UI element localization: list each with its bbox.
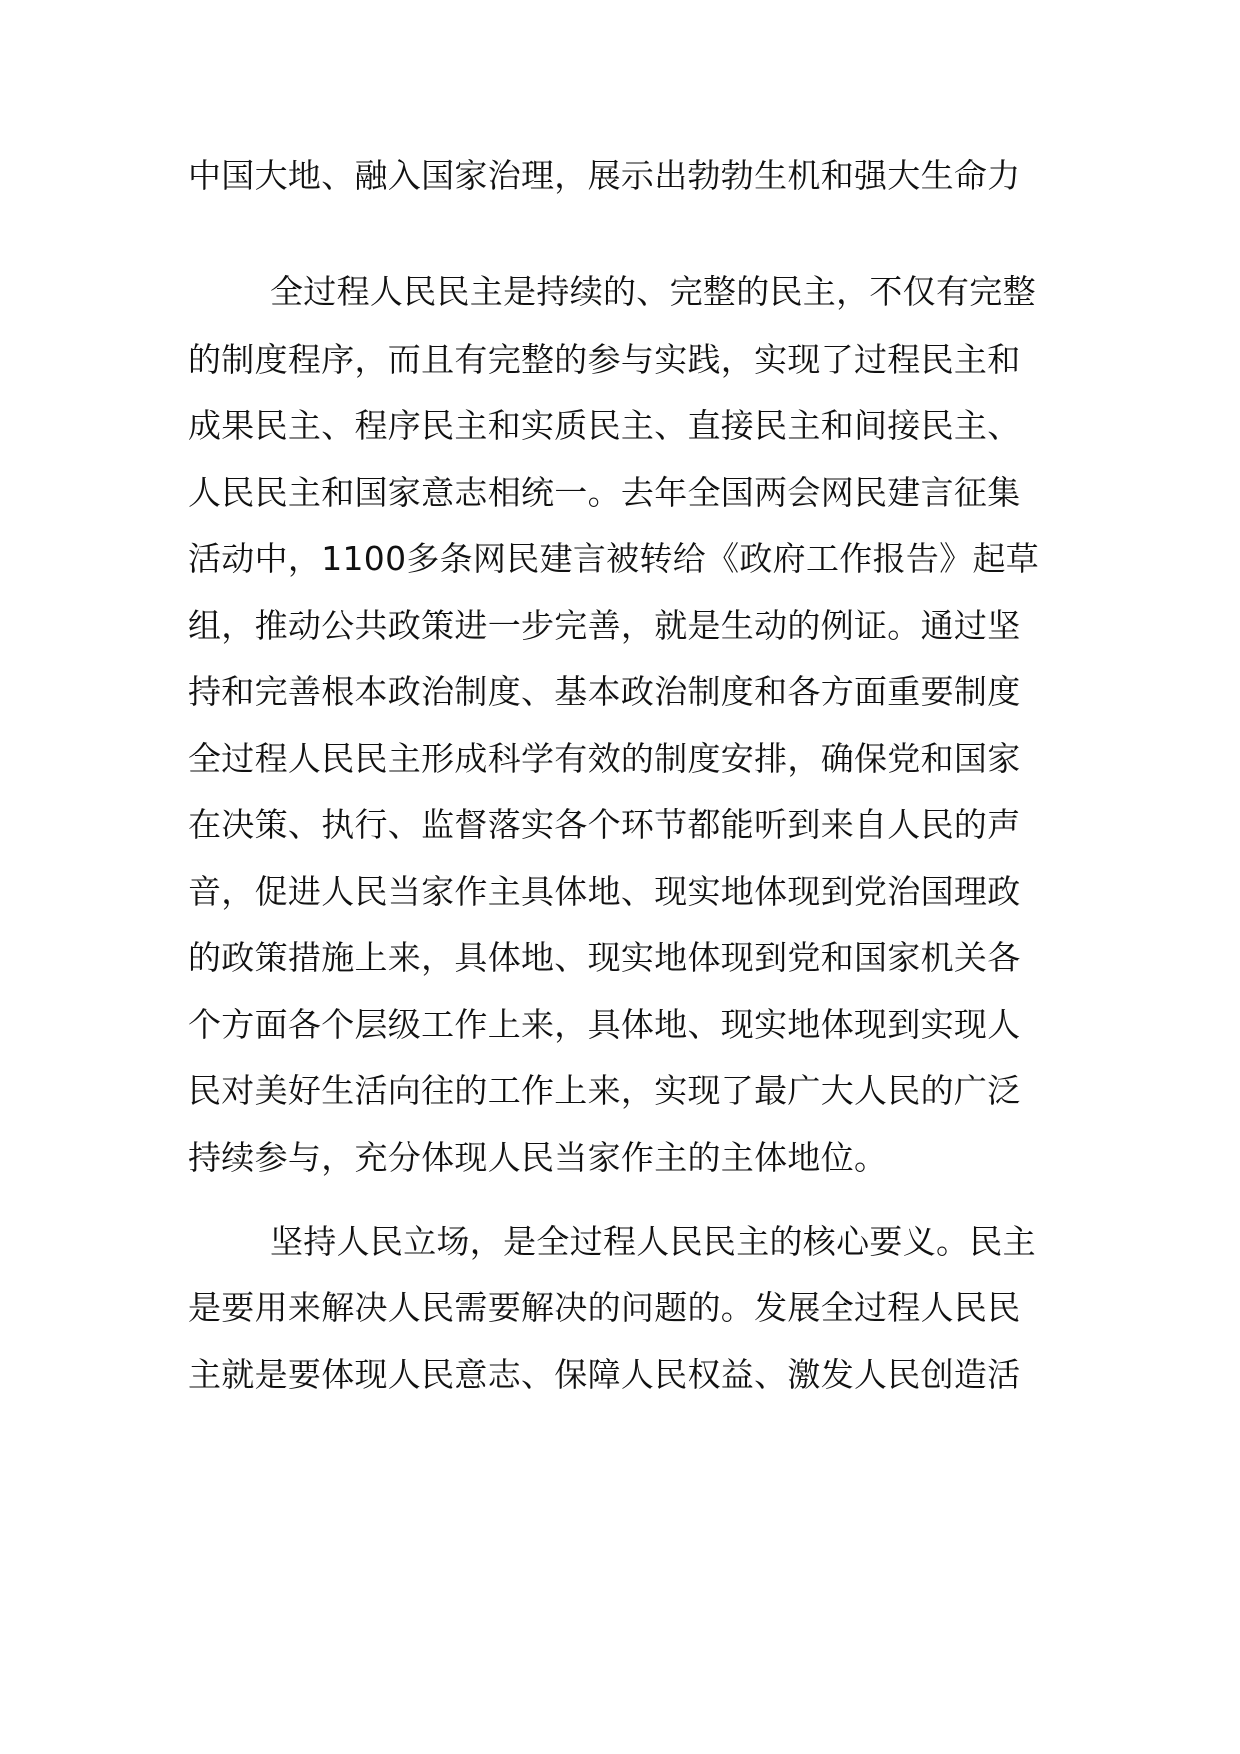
text-line: 的制度程序，而且有完整的参与实践，实现了过程民主和 xyxy=(188,340,1021,379)
text-line: 全过程人民民主形成科学有效的制度安排，确保党和国家 xyxy=(188,739,1021,778)
text-line: 的政策措施上来，具体地、现实地体现到党和国家机关各 xyxy=(188,938,1021,977)
text-line: 活动中，1100多条网民建言被转给《政府工作报告》起草 xyxy=(188,539,1040,578)
text-line: 个方面各个层级工作上来，具体地、现实地体现到实现人 xyxy=(188,1005,1021,1044)
text-line: 持和完善根本政治制度、基本政治制度和各方面重要制度 xyxy=(188,672,1021,711)
text-line: 是要用来解决人民需要解决的问题的。发展全过程人民民 xyxy=(188,1288,1021,1327)
text-line: 持续参与，充分体现人民当家作主的主体地位。 xyxy=(188,1138,888,1177)
text-line: 中国大地、融入国家治理，展示出勃勃生机和强大生命力 xyxy=(188,156,1021,195)
text-line: 成果民主、程序民主和实质民主、直接民主和间接民主、 xyxy=(188,406,1021,445)
paragraph-first-line: 全过程人民民主是持续的、完整的民主，不仅有完整 xyxy=(270,272,1036,311)
text-line: 主就是要体现人民意志、保障人民权益、激发人民创造活 xyxy=(188,1355,1021,1394)
text-line: 音，促进人民当家作主具体地、现实地体现到党治国理政 xyxy=(188,872,1021,911)
text-line: 民对美好生活向往的工作上来，实现了最广大人民的广泛 xyxy=(188,1071,1021,1110)
text-line: 人民民主和国家意志相统一。去年全国两会网民建言征集 xyxy=(188,473,1021,512)
text-line: 组，推动公共政策进一步完善，就是生动的例证。通过坚 xyxy=(188,606,1021,645)
paragraph-first-line: 坚持人民立场，是全过程人民民主的核心要义。民主 xyxy=(270,1222,1036,1261)
text-line: 在决策、执行、监督落实各个环节都能听到来自人民的声 xyxy=(188,805,1021,844)
